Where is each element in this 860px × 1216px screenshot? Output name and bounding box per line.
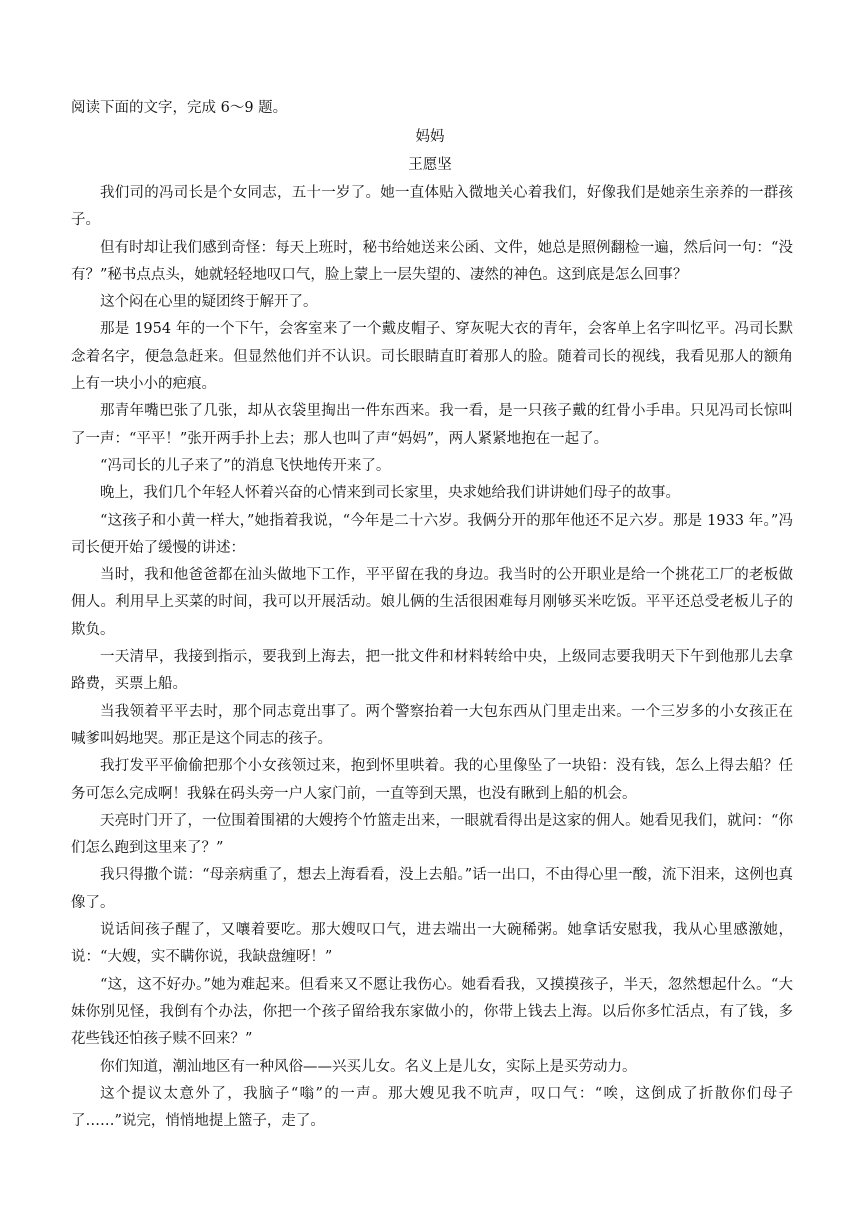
- paragraph: 这个闷在心里的疑团终于解开了。: [100, 294, 318, 311]
- instruction-text: 阅读下面的文字，完成 6～9 题。: [71, 100, 288, 116]
- paragraph: 天亮时门开了，一位围着围裙的大嫂挎个竹篮走出来，一眼就看得出是这家的佣人。她看见我们，就问：“你们怎么跑到这里来了？”: [71, 812, 793, 857]
- paragraph: 当时，我和他爸爸都在汕头做地下工作，平平留在我的身边。我当时的公开职业是给一个挑花工厂的老板做佣人。利用早上买菜的时间，我可以开展活动。娘儿俩的生活很困难每月刚够买米吃饭。平平还总受老板儿子的欺负。: [71, 567, 793, 638]
- paragraph: 那是 1954 年的一个下午，会客室来了一个戴皮帽子、穿灰呢大衣的青年，会客单上名字叫忆平。冯司长默念着名字，便急急赶来。但显然他们并不认识。司长眼睛直盯着那人的脸。随着司长的视线，我看见那人的额角上有一块小小的疤痕。: [71, 321, 793, 393]
- paragraph: “冯司长的儿子来了”的消息飞快地传开来了。: [100, 457, 391, 474]
- paragraph: 这个提议太意外了，我脑子“嗡”的一声。那大嫂见我不吭声，叹口气：“唉，这倒成了折散你们母子了……”说完，悄悄地提上篮子，走了。: [71, 1085, 793, 1130]
- paragraph: 当我领着平平去时，那个同志竟出事了。两个警察抬着一大包东西从门里走出来。一个三岁多的小女孩正在喊爹叫妈地哭。那正是这个同志的孩子。: [71, 703, 793, 747]
- paragraph: 我只得撒个谎：“母亲病重了，想去上海看看，没上去船。”话一出口，不由得心里一酸，流下泪来，这例也真像了。: [71, 867, 793, 911]
- article-title: 妈妈: [415, 129, 445, 145]
- paragraph: “这孩子和小黄一样大，”她指着我说，“今年是二十六岁。我俩分开的那年他还不足六岁。那是 1933 年。”冯司长便开始了缓慢的讲述：: [71, 512, 793, 556]
- paragraph: 但有时却让我们感到奇怪：每天上班时，秘书给她送来公函、文件，她总是照例翻检一遍，然后问一句：“没有？”秘书点点头，她就轻轻地叹口气，脸上蒙上一层失望的、凄然的神色。这到底是怎么回事？: [71, 239, 793, 283]
- paragraph: 那青年嘴巴张了几张，却从衣袋里掏出一件东西来。我一看，是一只孩子戴的红骨小手串。只见冯司长惊叫了一声：“平平！”张开两手扑上去；那人也叫了声“妈妈”，两人紧紧地抱在一起了。: [71, 403, 793, 447]
- paragraph: 你们知道，潮汕地区有一种风俗——兴买儿女。名义上是儿女，实际上是买劳动力。: [100, 1058, 637, 1075]
- paragraph: 一天清早，我接到指示，要我到上海去，把一批文件和材料转给中央，上级同志要我明天下午到他那儿去拿路费，买票上船。: [71, 649, 793, 693]
- article-author: 王愿坚: [408, 157, 452, 173]
- paragraph: 说话间孩子醒了，又嚷着要吃。那大嫂叹口气，进去端出一大碗稀粥。她拿话安慰我，我从心里感激她，说：“大嫂，实不瞒你说，我缺盘缠呀！”: [71, 922, 793, 966]
- paragraph: 我们司的冯司长是个女同志，五十一岁了。她一直体贴入微地关心着我们，好像我们是她亲生亲养的一群孩子。: [71, 185, 793, 229]
- paragraph: 晚上，我们几个年轻人怀着兴奋的心情来到司长家里，央求她给我们讲讲她们母子的故事。: [100, 485, 680, 502]
- paragraph: “这，这不好办。”她为难起来。但看来又不愿让我伤心。她看看我，又摸摸孩子，半天，忽然想起什么。“大妹你别见怪，我倒有个办法，你把一个孩子留给我东家做小的，你带上钱去上海。以后你多忙活点，有了钱，多花些钱还怕孩子赎不回来？”: [71, 976, 793, 1048]
- article-body: [71, 180, 793, 1135]
- paragraph: 我打发平平偷偷把那个小女孩领过来，抱到怀里哄着。我的心里像坠了一块铅：没有钱，怎么上得去船？任务可怎么完成啊！我躲在码头旁一户人家门前，一直等到天黑，也没有瞅到上船的机会。: [71, 758, 793, 802]
